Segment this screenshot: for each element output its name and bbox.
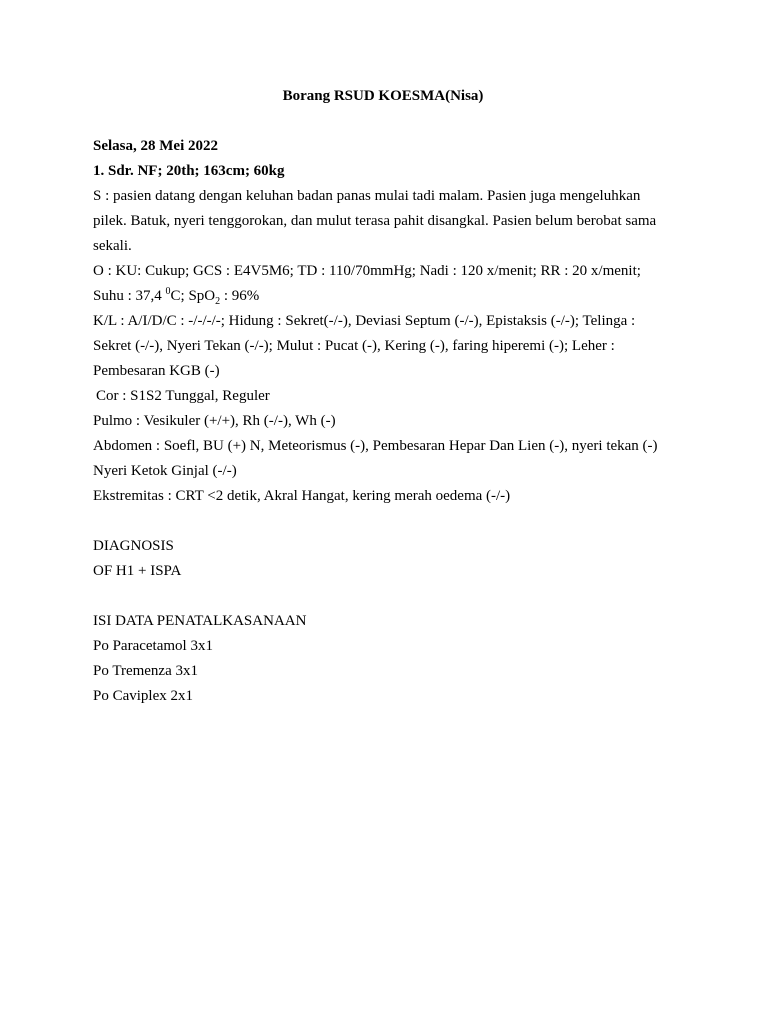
spo2-value: : 96% <box>220 288 260 304</box>
ginjal-exam: Nyeri Ketok Ginjal (-/-) <box>93 463 237 479</box>
subjective-section: S : pasien datang dengan keluhan badan panas mulai tadi malam. Pasien juga mengeluhkan pilek. Batuk, nyeri tenggorokan, dan mulut terasa pahit disangkal. Pasien belum berobat sama sekali. <box>93 188 657 254</box>
plan-item: Po Paracetamol 3x1 <box>93 638 213 654</box>
plan-item: Po Tremenza 3x1 <box>93 663 198 679</box>
suhu-label: Suhu : 37,4 <box>93 288 166 304</box>
suhu-unit-spo2: C; SpO <box>170 288 216 304</box>
plan-item: Po Caviplex 2x1 <box>93 688 193 704</box>
diagnosis-heading: DIAGNOSIS <box>93 538 174 554</box>
cor-exam: Cor : S1S2 Tunggal, Reguler <box>96 388 270 404</box>
plan-heading: ISI DATA PENATALKASANAAN <box>93 613 307 629</box>
kepala-leher-exam: K/L : A/I/D/C : -/-/-/-; Hidung : Sekret(-/-), Deviasi Septum (-/-), Epistaksis (-/-); Telinga : Sekret (-/-), Nyeri Tekan (-/-); Mulut : Pucat (-), Kering (-), faring hiperemi (-); Leher : Pembesaran KGB (-) <box>93 313 636 379</box>
ekstremitas-exam: Ekstremitas : CRT <2 detik, Akral Hangat, kering merah oedema (-/-) <box>93 488 511 504</box>
diagnosis-text: OF H1 + ISPA <box>93 563 182 579</box>
degree-superscript: 0 <box>165 286 171 297</box>
spo2-subscript: 2 <box>215 296 221 307</box>
abdomen-exam: Abdomen : Soefl, BU (+) N, Meteorismus (-), Pembesaran Hepar Dan Lien (-), nyeri tekan (-) <box>93 438 658 454</box>
objective-vitals: O : KU: Cukup; GCS : E4V5M6; TD : 110/70mmHg; Nadi : 120 x/menit; RR : 20 x/menit; <box>93 263 641 279</box>
objective-temperature-spo2 <box>93 284 673 309</box>
document-title: Borang RSUD KOESMA(Nisa) <box>282 88 484 104</box>
pulmo-exam: Pulmo : Vesikuler (+/+), Rh (-/-), Wh (-) <box>93 413 336 429</box>
visit-date: Selasa, 28 Mei 2022 <box>93 138 218 154</box>
document-content <box>93 84 673 709</box>
patient-info: 1. Sdr. NF; 20th; 163cm; 60kg <box>93 163 285 179</box>
